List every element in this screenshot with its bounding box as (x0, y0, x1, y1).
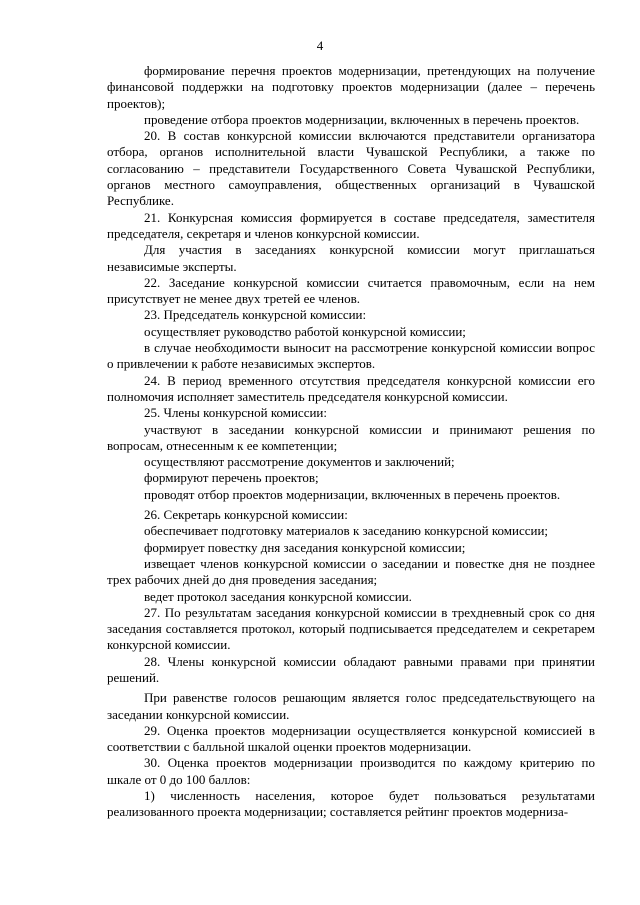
paragraph: 21. Конкурсная комиссия формируется в составе председателя, заместителя председателя, секретаря и членов конкурсной комиссии. (107, 209, 595, 241)
page-number: 4 (316, 38, 324, 53)
paragraph: в случае необходимости выносит на рассмотрение конкурсной комиссии вопрос о привлечении к работе независимых экспертов. (107, 340, 595, 372)
paragraph: 20. В состав конкурсной комиссии включаются представители организатора отбора, органов исполнительной власти Чувашской Республики, а также по согласованию – представители Государственного Совета Чувашской Республики, органов местного самоуправления, общественных организаций в Чувашской Республике. (107, 128, 595, 209)
paragraph: ведет протокол заседания конкурсной комиссии. (144, 588, 412, 604)
paragraph: 29. Оценка проектов модернизации осуществляется конкурсной комиссией в соответствии с балльной шкалой оценки проектов модернизации. (107, 722, 595, 755)
paragraph: проведение отбора проектов модернизации, включенных в перечень проектов. (144, 111, 580, 127)
paragraph: 27. По результатам заседания конкурсной комиссии в трехдневный срок со дня заседания составляется протокол, который подписывается председателем и секретарем конкурсной комиссии. (107, 604, 595, 653)
paragraph: При равенстве голосов решающим является голос председательствующего на заседании конкурсной комиссии. (107, 690, 595, 722)
paragraph: извещает членов конкурсной комиссии о заседании и повестке дня не позднее трех рабочих дней до дня проведения заседания; (107, 555, 595, 588)
paragraph: осуществляет руководство работой конкурсной комиссии; (144, 323, 466, 339)
paragraph: 30. Оценка проектов модернизации производится по каждому критерию по шкале от 0 до 100 баллов: (107, 755, 595, 787)
paragraph: осуществляют рассмотрение документов и заключений; (144, 454, 455, 470)
paragraph: формируют перечень проектов; (144, 470, 319, 486)
paragraph: 26. Секретарь конкурсной комиссии: (144, 507, 348, 523)
paragraph: формирует повестку дня заседания конкурсной комиссии; (144, 539, 466, 555)
paragraph: участвуют в заседании конкурсной комиссии и принимают решения по вопросам, отнесенным к ее компетенции; (107, 421, 595, 453)
paragraph: 22. Заседание конкурсной комиссии считается правомочным, если на нем присутствует не менее двух третей ее членов. (107, 274, 595, 307)
paragraph: 28. Члены конкурсной комиссии обладают равными правами при принятии решений. (107, 653, 595, 685)
paragraph: 24. В период временного отсутствия председателя конкурсной комиссии его полномочия исполняет заместитель председателя конкурсной комиссии. (107, 372, 595, 404)
paragraph: 25. Члены конкурсной комиссии: (144, 405, 327, 421)
paragraph: обеспечивает подготовку материалов к заседанию конкурсной комиссии; (144, 523, 549, 539)
paragraph: формирование перечня проектов модернизации, претендующих на получение финансовой поддержки на подготовку проектов модернизации (далее – перечень проектов); (107, 63, 595, 111)
paragraph: 1) численность населения, которое будет пользоваться результатами реализованного проекта модернизации; составляется рейтинг проектов модерниза- (107, 788, 595, 820)
paragraph: проводят отбор проектов модернизации, включенных в перечень проектов. (144, 486, 561, 502)
document-body (107, 63, 595, 821)
paragraph: 23. Председатель конкурсной комиссии: (144, 307, 367, 323)
paragraph: Для участия в заседаниях конкурсной комиссии могут приглашаться независимые эксперты. (107, 242, 595, 274)
